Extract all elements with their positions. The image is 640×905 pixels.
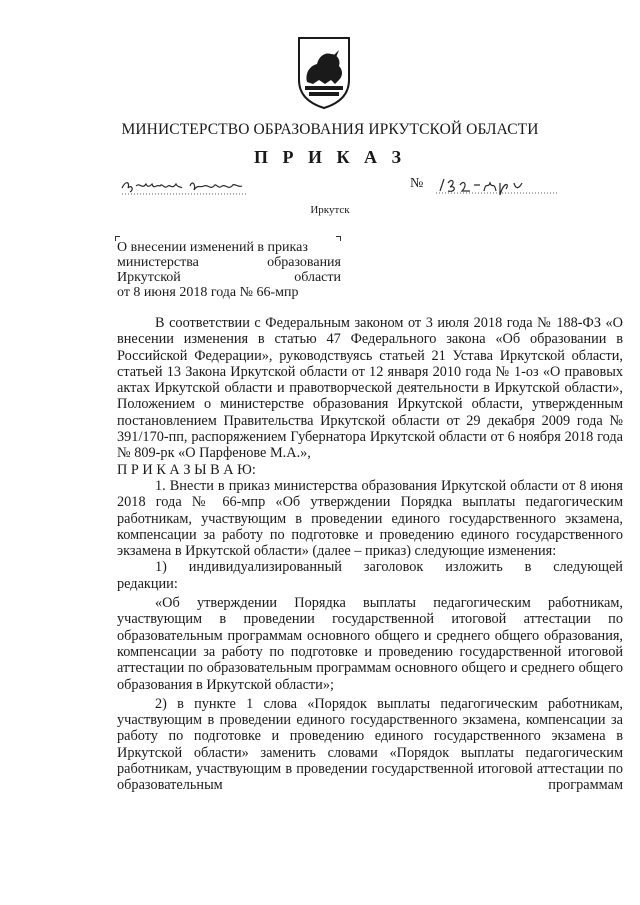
- ministry-name: МИНИСТЕРСТВО ОБРАЗОВАНИЯ ИРКУТСКОЙ ОБЛАСТИ: [121, 121, 539, 138]
- subitem-word: следующей: [553, 559, 623, 576]
- subitem-word: заголовок: [363, 559, 424, 576]
- order-subject: [117, 240, 341, 300]
- subject-word: Иркутской: [117, 270, 181, 285]
- irkutsk-coat-of-arms-icon: [295, 34, 353, 110]
- subject-word: министерства: [117, 255, 199, 270]
- subject-word: образования: [267, 255, 341, 270]
- order-word: П Р И К А З Ы В А Ю:: [117, 461, 256, 478]
- item-1-paragraph: 1. Внести в приказ министерства образования Иркутской области от 8 июня 2018 года № 66-мпр «Об утверждении Порядка выплаты педагогическим работникам, участвующим в проведении единого государственного экзамена, компенсации за работу по подготовке и проведению единого государственного экзамена в Иркутской области» (далее – приказ) следующие изменения:: [117, 477, 623, 560]
- subject-line: [117, 255, 341, 270]
- handwritten-number: [434, 173, 559, 197]
- subitem-1-end: редакции:: [117, 575, 178, 592]
- subitem-word: изложить: [445, 559, 503, 576]
- document-body: [117, 315, 623, 794]
- subject-line: [117, 270, 341, 285]
- quote-1-paragraph: «Об утверждении Порядка выплаты педагогическим работникам, участвующим в проведении государственной итоговой аттестации по образовательным программам основного общего и среднего общего образования, компенсации за работу по подготовке и проведению государственной итоговой аттестации по образовательным программам основного общего и среднего общего образования в Иркутской области»;: [117, 595, 623, 693]
- handwritten-date: [120, 174, 250, 200]
- city: Иркутск: [310, 204, 350, 216]
- subitem-word: 1): [155, 559, 167, 576]
- subject-word: области: [294, 270, 341, 285]
- number-sign: №: [410, 176, 424, 191]
- subitem-word: в: [524, 559, 532, 576]
- document-type: П Р И К А З: [253, 147, 407, 167]
- preamble-paragraph: В соответствии с Федеральным законом от 3 июля 2018 года № 188-ФЗ «О внесении изменения в статью 47 Федерального закона «Об образовании в Российской Федерации», руководствуясь статьей 21 Устава Иркутской области, статьей 13 Закона Иркутской области от 12 января 2010 года № 1-оз «О правовых актах Иркутской области и правотворческой деятельности в Иркутской области», Положением о министерстве образования Иркутской области, утвержденным постановлением Правительства Иркутской области от 29 декабря 2009 года № 391/170-пп, распоряжением Губернатора Иркутской области от 6 ноября 2018 года № 809-рк «О Парфенове М.А.»,: [117, 315, 623, 462]
- subitem-word: индивидуализированный: [188, 559, 342, 576]
- subject-line: от 8 июня 2018 года № 66-мпр: [117, 285, 299, 300]
- subject-line: О внесении изменений в приказ: [117, 240, 308, 255]
- subitem-2-paragraph: 2) в пункте 1 слова «Порядок выплаты педагогическим работникам, участвующим в проведении единого государственного экзамена, компенсации за работу по подготовке и проведению единого государственного экзамена в Иркутской области» заменить словами «Порядок выплаты педагогическим работникам, участвующим в проведении государственной итоговой аттестации по образовательным программам: [117, 695, 623, 794]
- document-number: [410, 176, 560, 198]
- subitem-1-line: [117, 559, 623, 575]
